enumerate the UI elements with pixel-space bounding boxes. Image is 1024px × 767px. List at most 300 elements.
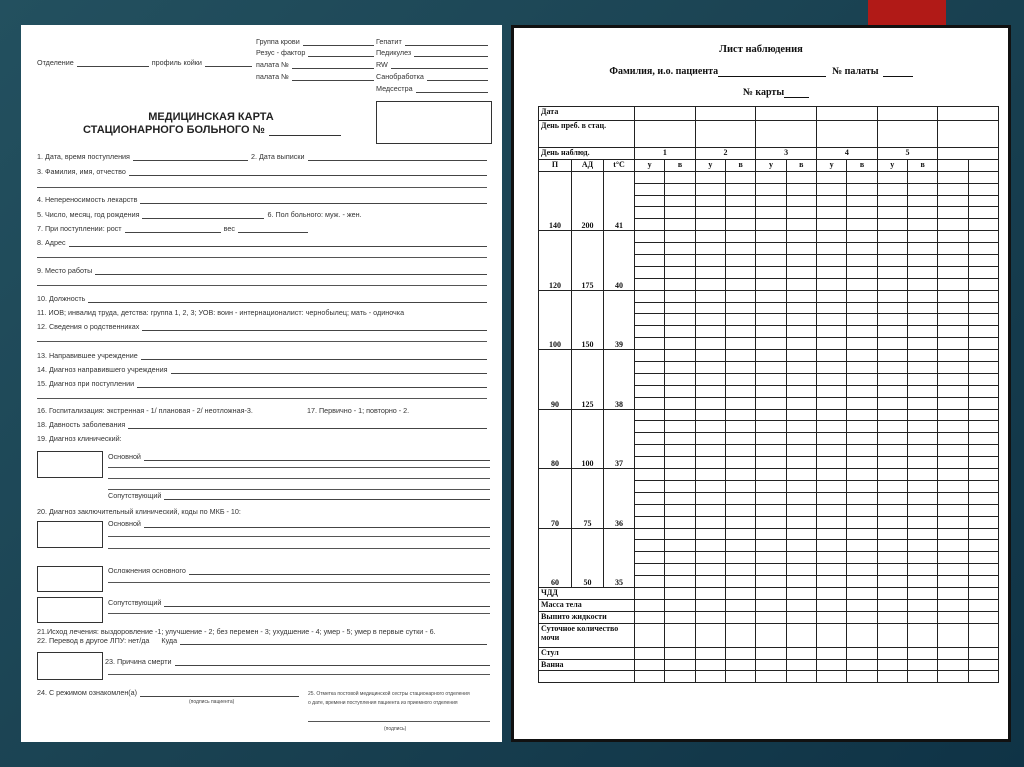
grid-cell	[695, 314, 725, 326]
grid-cell	[756, 647, 786, 659]
blank-line	[108, 613, 490, 614]
grid-cell	[907, 445, 937, 457]
grid-cell	[786, 540, 816, 552]
grid-cell	[786, 528, 816, 540]
grid-cell	[695, 504, 725, 516]
grid-cell	[726, 445, 756, 457]
blank-line	[108, 548, 490, 549]
grid-cell	[786, 171, 816, 183]
grid-cell	[938, 516, 968, 528]
grid-cell	[695, 397, 725, 409]
grid-cell	[786, 469, 816, 481]
grid-cell	[816, 528, 846, 540]
grid-cell	[907, 480, 937, 492]
grid-cell	[877, 445, 907, 457]
grid-cell	[816, 469, 846, 481]
grid-cell	[877, 207, 907, 219]
grid-cell	[907, 326, 937, 338]
grid-cell	[726, 433, 756, 445]
grid-cell	[816, 421, 846, 433]
grid-cell	[877, 302, 907, 314]
day-number: 1	[635, 148, 696, 160]
scale-value: 150	[572, 290, 604, 349]
field-11: 11. ИОВ; инвалид труда, детства: группа 1, 2, 3; УОВ: воин - интернационалист: чернобылец; мать - одиночка	[37, 308, 405, 317]
field-18: 18. Давность заболевания	[37, 419, 487, 429]
grid-cell	[786, 457, 816, 469]
grid-cell	[907, 255, 937, 267]
grid-cell	[726, 540, 756, 552]
grid-cell	[938, 255, 968, 267]
grid-cell	[786, 266, 816, 278]
grid-cell	[847, 492, 877, 504]
grid-cell	[756, 219, 786, 231]
grid-cell	[938, 623, 968, 647]
grid-cell	[695, 492, 725, 504]
grid-cell	[847, 409, 877, 421]
grid-cell	[756, 302, 786, 314]
grid-cell	[847, 445, 877, 457]
grid-cell	[816, 659, 846, 671]
grid-cell	[665, 611, 695, 623]
grid-cell	[756, 540, 786, 552]
grid-cell	[726, 623, 756, 647]
grid-cell	[907, 516, 937, 528]
grid-cell	[938, 647, 968, 659]
grid-cell	[635, 564, 665, 576]
grid-cell	[816, 373, 846, 385]
grid-cell	[665, 659, 695, 671]
grid-cell	[786, 385, 816, 397]
grid-cell	[635, 457, 665, 469]
grid-cell	[726, 611, 756, 623]
grid-cell	[695, 255, 725, 267]
blank-line	[108, 467, 490, 468]
grid-cell	[665, 397, 695, 409]
grid-cell	[968, 540, 998, 552]
field-rhesus: Резус - фактор	[256, 47, 374, 57]
grid-cell	[938, 183, 968, 195]
grid-cell	[907, 278, 937, 290]
grid-cell	[907, 207, 937, 219]
field-19-concomitant: Сопутствующий	[108, 490, 490, 500]
grid-cell	[877, 516, 907, 528]
field-pediculosis: Педикулез	[376, 47, 488, 57]
grid-cell	[847, 623, 877, 647]
grid-cell	[938, 243, 968, 255]
field-ward-2: палата №	[256, 71, 374, 81]
grid-cell	[847, 338, 877, 350]
grid-cell	[756, 195, 786, 207]
grid-cell	[847, 540, 877, 552]
grid-cell	[847, 659, 877, 671]
grid-cell	[726, 195, 756, 207]
field-13: 13. Направившее учреждение	[37, 350, 487, 360]
grid-cell	[695, 671, 725, 683]
bottom-row	[539, 587, 999, 599]
row-label	[539, 671, 635, 683]
grid-cell	[665, 433, 695, 445]
grid-cell	[635, 183, 665, 195]
grid-cell	[756, 445, 786, 457]
grid-cell	[726, 373, 756, 385]
field-sanitization: Санобработка	[376, 71, 488, 81]
grid-cell	[726, 492, 756, 504]
grid-cell	[907, 564, 937, 576]
grid-cell	[816, 599, 846, 611]
grid-cell	[816, 243, 846, 255]
scale-value: 41	[604, 171, 635, 230]
grid-cell	[726, 207, 756, 219]
grid-cell	[847, 469, 877, 481]
grid-cell	[756, 397, 786, 409]
grid-cell	[907, 171, 937, 183]
grid-row	[539, 231, 999, 243]
grid-cell	[635, 528, 665, 540]
scale-value: 60	[539, 528, 572, 587]
grid-cell	[726, 278, 756, 290]
grid-cell	[938, 302, 968, 314]
grid-cell	[816, 587, 846, 599]
grid-cell	[665, 243, 695, 255]
grid-cell	[877, 326, 907, 338]
field-20-complications: Осложнения основного	[108, 565, 490, 575]
grid-cell	[756, 421, 786, 433]
grid-cell	[726, 338, 756, 350]
grid-cell	[877, 599, 907, 611]
grid-cell	[756, 469, 786, 481]
bottom-row	[539, 599, 999, 611]
grid-cell	[847, 183, 877, 195]
day-stay-cell	[816, 121, 877, 148]
grid-cell	[907, 623, 937, 647]
grid-cell	[938, 659, 968, 671]
grid-cell	[726, 219, 756, 231]
grid-cell	[665, 207, 695, 219]
row-label: Суточное количество мочи	[539, 623, 635, 647]
grid-cell	[726, 314, 756, 326]
grid-cell	[968, 385, 998, 397]
grid-cell	[847, 362, 877, 374]
grid-cell	[726, 659, 756, 671]
grid-cell	[907, 409, 937, 421]
grid-cell	[635, 480, 665, 492]
grid-cell	[938, 433, 968, 445]
medical-card-form	[21, 25, 502, 742]
column-header: АД	[572, 159, 604, 171]
grid-cell	[635, 219, 665, 231]
grid-cell	[726, 231, 756, 243]
grid-cell	[695, 457, 725, 469]
grid-cell	[968, 362, 998, 374]
grid-cell	[907, 302, 937, 314]
bottom-row	[539, 647, 999, 659]
grid-cell	[877, 611, 907, 623]
grid-cell	[665, 231, 695, 243]
grid-cell	[968, 231, 998, 243]
grid-cell	[968, 326, 998, 338]
grid-cell	[816, 385, 846, 397]
grid-cell	[938, 385, 968, 397]
grid-cell	[938, 409, 968, 421]
grid-cell	[726, 385, 756, 397]
grid-cell	[877, 564, 907, 576]
grid-cell	[816, 314, 846, 326]
grid-cell	[938, 504, 968, 516]
grid-cell	[816, 231, 846, 243]
grid-cell	[695, 516, 725, 528]
grid-cell	[816, 362, 846, 374]
grid-cell	[938, 231, 968, 243]
grid-cell	[907, 671, 937, 683]
grid-cell	[907, 528, 937, 540]
row-label: Выпито жидкости	[539, 611, 635, 623]
grid-cell	[726, 504, 756, 516]
grid-cell	[756, 516, 786, 528]
grid-cell	[816, 492, 846, 504]
grid-cell	[907, 504, 937, 516]
grid-cell	[726, 457, 756, 469]
grid-cell	[786, 587, 816, 599]
grid-cell	[968, 445, 998, 457]
grid-cell	[635, 409, 665, 421]
evening-header: в	[786, 159, 816, 171]
grid-cell	[665, 623, 695, 647]
grid-cell	[756, 207, 786, 219]
grid-cell	[816, 445, 846, 457]
grid-cell	[635, 373, 665, 385]
grid-cell	[816, 338, 846, 350]
grid-cell	[968, 516, 998, 528]
grid-cell	[938, 492, 968, 504]
grid-cell	[695, 528, 725, 540]
grid-cell	[756, 480, 786, 492]
grid-cell	[726, 290, 756, 302]
grid-cell	[756, 492, 786, 504]
blank-line	[108, 536, 490, 537]
grid-cell	[968, 159, 998, 171]
day-number	[938, 148, 999, 160]
row-label: День наблюд.	[539, 148, 635, 160]
grid-cell	[847, 171, 877, 183]
grid-cell	[665, 457, 695, 469]
field-20-main: Основной	[108, 518, 490, 528]
grid-cell	[816, 326, 846, 338]
grid-cell	[816, 278, 846, 290]
grid-cell	[907, 397, 937, 409]
grid-cell	[816, 409, 846, 421]
field-14: 14. Диагноз направившего учреждения	[37, 364, 487, 374]
field-25: 25. Отметка постовой медицинской сестры стационарного отделения	[308, 691, 470, 697]
grid-cell	[907, 373, 937, 385]
grid-cell	[786, 576, 816, 588]
field-otdelenie: Отделение профиль койки	[37, 57, 252, 67]
grid-cell	[816, 623, 846, 647]
grid-cell	[816, 350, 846, 362]
grid-cell	[847, 385, 877, 397]
field-12: 12. Сведения о родственниках	[37, 321, 487, 331]
grid-cell	[786, 290, 816, 302]
grid-cell	[665, 183, 695, 195]
bottom-row	[539, 623, 999, 647]
grid-cell	[695, 183, 725, 195]
grid-cell	[635, 195, 665, 207]
grid-cell	[756, 564, 786, 576]
field-15: 15. Диагноз при поступлении	[37, 378, 487, 388]
grid-cell	[756, 243, 786, 255]
evening-header: в	[665, 159, 695, 171]
grid-cell	[665, 219, 695, 231]
grid-cell	[756, 433, 786, 445]
field-nurse: Медсестра	[376, 83, 488, 93]
grid-cell	[847, 350, 877, 362]
grid-cell	[786, 219, 816, 231]
grid-cell	[665, 302, 695, 314]
grid-cell	[726, 587, 756, 599]
grid-cell	[635, 421, 665, 433]
grid-cell	[877, 350, 907, 362]
grid-row	[539, 469, 999, 481]
grid-cell	[635, 576, 665, 588]
grid-cell	[847, 290, 877, 302]
code-box	[37, 521, 103, 548]
grid-cell	[847, 195, 877, 207]
grid-cell	[756, 290, 786, 302]
grid-cell	[877, 587, 907, 599]
grid-cell	[968, 480, 998, 492]
grid-cell	[756, 671, 786, 683]
grid-cell	[665, 480, 695, 492]
grid-cell	[877, 290, 907, 302]
grid-cell	[847, 611, 877, 623]
grid-cell	[665, 516, 695, 528]
grid-cell	[756, 338, 786, 350]
grid-cell	[695, 564, 725, 576]
grid-cell	[968, 599, 998, 611]
grid-cell	[938, 326, 968, 338]
morning-header: у	[877, 159, 907, 171]
grid-cell	[786, 326, 816, 338]
grid-cell	[786, 314, 816, 326]
grid-cell	[847, 516, 877, 528]
grid-cell	[726, 599, 756, 611]
scale-value: 40	[604, 231, 635, 290]
grid-cell	[877, 647, 907, 659]
field-19-main: Основной	[108, 451, 490, 461]
grid-cell	[938, 528, 968, 540]
scale-value: 175	[572, 231, 604, 290]
grid-cell	[665, 278, 695, 290]
grid-cell	[877, 576, 907, 588]
grid-cell	[695, 469, 725, 481]
grid-cell	[726, 350, 756, 362]
grid-cell	[756, 599, 786, 611]
grid-cell	[726, 576, 756, 588]
grid-cell	[665, 647, 695, 659]
grid-cell	[665, 540, 695, 552]
field-10: 10. Должность	[37, 293, 487, 303]
grid-cell	[695, 587, 725, 599]
grid-cell	[938, 611, 968, 623]
grid-cell	[968, 576, 998, 588]
grid-cell	[665, 587, 695, 599]
scale-value: 70	[539, 469, 572, 528]
grid-cell	[786, 362, 816, 374]
grid-cell	[877, 195, 907, 207]
grid-cell	[726, 647, 756, 659]
grid-cell	[756, 266, 786, 278]
field-ward: палата №	[256, 59, 374, 69]
grid-row	[539, 528, 999, 540]
grid-cell	[938, 445, 968, 457]
grid-cell	[756, 611, 786, 623]
grid-cell	[756, 278, 786, 290]
date-cell	[816, 107, 877, 121]
grid-cell	[786, 350, 816, 362]
grid-cell	[635, 445, 665, 457]
grid-cell	[816, 516, 846, 528]
grid-cell	[938, 159, 968, 171]
field-16: 16. Госпитализация: экстренная - 1/ плановая - 2/ неотложная-3.	[37, 406, 253, 415]
grid-cell	[968, 373, 998, 385]
patient-line: Фамилия, и.о. пациента № палаты	[514, 66, 1008, 77]
grid-cell	[816, 219, 846, 231]
field-19: 19. Диагноз клинический:	[37, 434, 122, 443]
grid-cell	[816, 266, 846, 278]
day-number: 2	[695, 148, 756, 160]
grid-cell	[847, 671, 877, 683]
grid-cell	[665, 576, 695, 588]
grid-cell	[786, 207, 816, 219]
grid-cell	[968, 492, 998, 504]
grid-cell	[877, 243, 907, 255]
grid-cell	[907, 243, 937, 255]
grid-cell	[665, 469, 695, 481]
grid-cell	[635, 552, 665, 564]
grid-cell	[907, 290, 937, 302]
grid-cell	[695, 480, 725, 492]
grid-cell	[695, 409, 725, 421]
grid-cell	[907, 659, 937, 671]
evening-header: в	[726, 159, 756, 171]
grid-cell	[847, 528, 877, 540]
grid-cell	[786, 231, 816, 243]
grid-cell	[877, 480, 907, 492]
grid-cell	[635, 243, 665, 255]
grid-cell	[968, 433, 998, 445]
grid-cell	[847, 397, 877, 409]
grid-cell	[877, 385, 907, 397]
grid-cell	[938, 314, 968, 326]
grid-cell	[726, 480, 756, 492]
morning-header: у	[816, 159, 846, 171]
grid-cell	[968, 195, 998, 207]
grid-cell	[756, 409, 786, 421]
code-box	[37, 451, 103, 478]
bottom-row	[539, 611, 999, 623]
grid-cell	[938, 552, 968, 564]
grid-cell	[665, 445, 695, 457]
grid-cell	[726, 183, 756, 195]
grid-cell	[695, 385, 725, 397]
grid-cell	[756, 314, 786, 326]
day-stay-cell	[938, 121, 999, 148]
morning-header: у	[635, 159, 665, 171]
grid-cell	[847, 599, 877, 611]
grid-cell	[635, 599, 665, 611]
column-header: П	[539, 159, 572, 171]
grid-cell	[756, 362, 786, 374]
grid-cell	[847, 587, 877, 599]
